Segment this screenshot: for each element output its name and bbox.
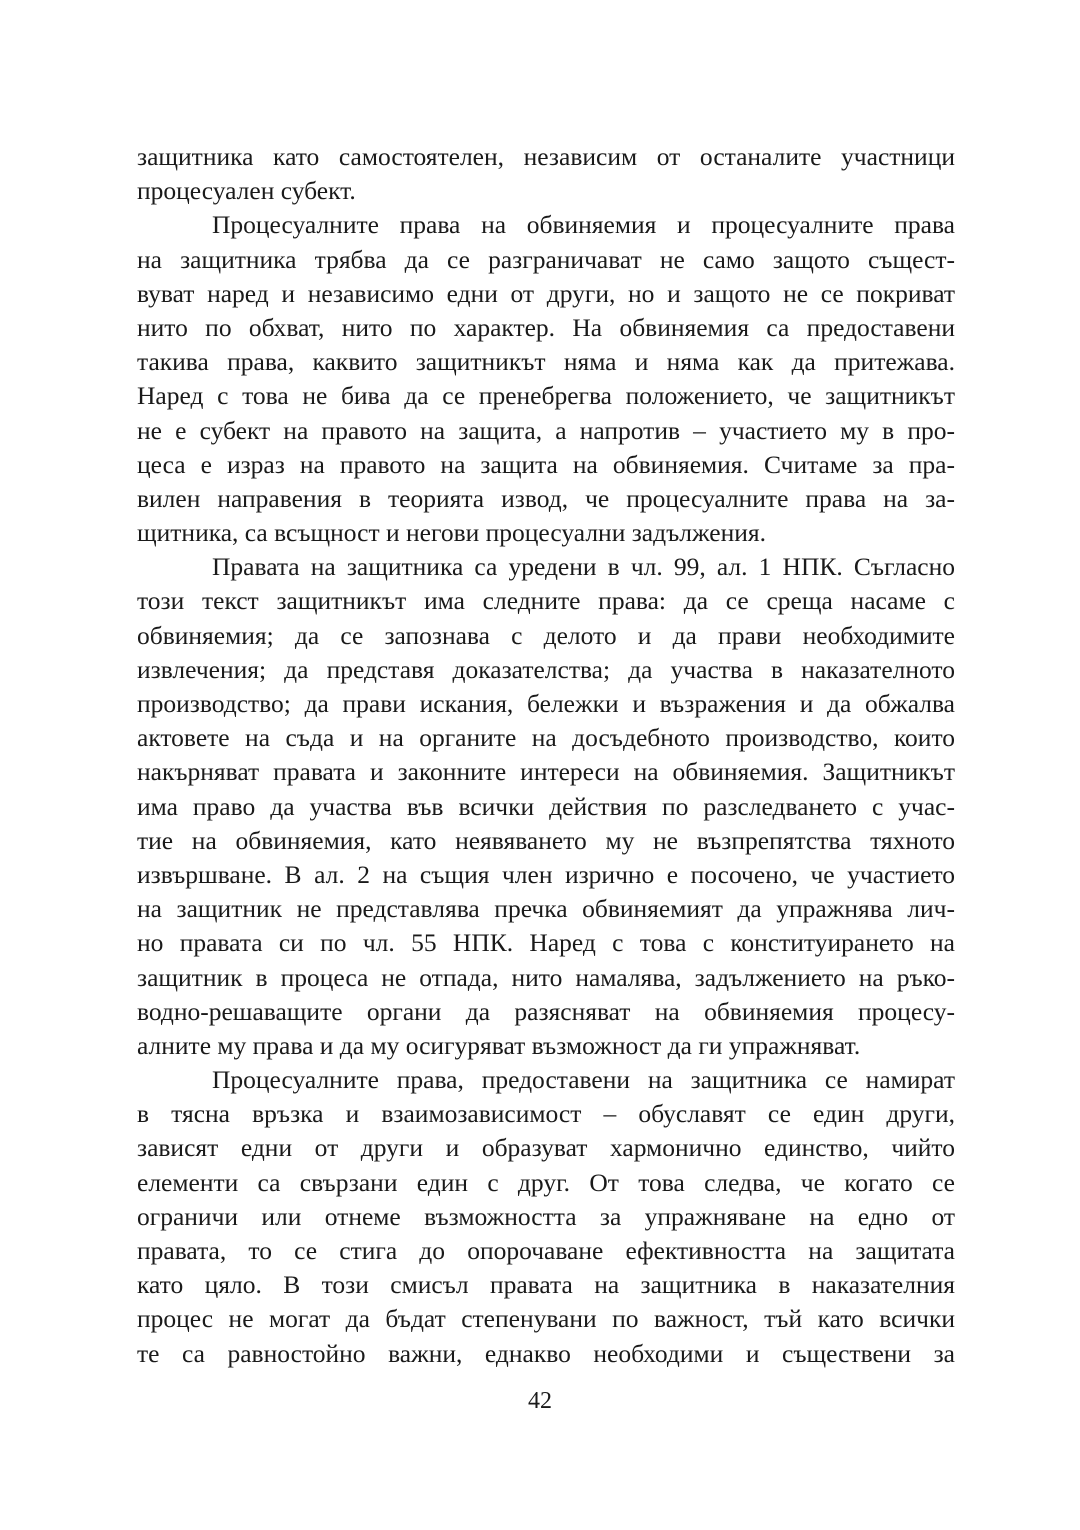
text-line: процесуален субект. — [137, 176, 356, 206]
text-line: алните му права и да му осигуряват възможност да ги упражняват. — [137, 1030, 861, 1060]
text-line: водно-решаващите органи да разясняват на обвиняемия процесу- — [137, 996, 955, 1026]
text-line: такива права, каквито защитникът няма и няма как да притежава. — [137, 347, 955, 377]
text-line: на защитник не представлява пречка обвиняемият да упражнява лич- — [137, 894, 955, 924]
text-line: извършване. В ал. 2 на същия член изрично е посочено, че участието — [137, 859, 955, 889]
text-line: извлечения; да представя доказателства; да участва в наказателното — [137, 654, 955, 684]
text-line: Наред с това не бива да се пренебрегва положението, че защитникът — [137, 381, 955, 411]
text-line: този текст защитникът има следните права: да се среща насаме с — [137, 586, 955, 616]
text-line: тие на обвиняемия, като неявяването му не възпрепятства тяхното — [137, 825, 955, 855]
text-line: те са равностойно важни, еднакво необходими и съществени за — [137, 1338, 955, 1368]
text-line: не е субект на правото на защита, а напротив – участието му в про- — [137, 415, 955, 445]
text-line: накърняват правата и законните интереси на обвиняемия. Защитникът — [137, 757, 955, 787]
text-line: елементи са свързани един с друг. От това следва, че когато се — [137, 1167, 955, 1197]
text-line: защитника като самостоятелен, независим от останалите участници — [137, 142, 955, 171]
paragraph — [137, 1063, 955, 1371]
text-line: цеса е израз на правото на защита на обвиняемия. Считаме за пра- — [137, 449, 955, 479]
text-line: в тясна връзка и взаимозависимост – обуславят се един други, — [137, 1099, 955, 1129]
text-line: вилен направения в теорията извод, че процесуалните права на за- — [137, 483, 955, 513]
text-line: ограничи или отнеме възможността за упражняване на едно от — [137, 1201, 955, 1231]
text-line: обвиняемия; да се запознава с делото и да прави необходимите — [137, 620, 955, 650]
paragraph — [137, 208, 955, 550]
text-line: процес не могат да бъдат степенувани по важност, тъй като всички — [137, 1304, 955, 1334]
page-number: 42 — [528, 1388, 552, 1414]
page-body — [137, 140, 955, 1371]
text-line: Процесуалните права, предоставени на защитника се намират — [212, 1065, 955, 1095]
text-line: но правата си по чл. 55 НПК. Наред с това с конституирането на — [137, 928, 955, 958]
text-line: правата, то се стига до опорочаване ефективността на защитата — [137, 1236, 955, 1265]
text-line: актовете на съда и на органите на досъдебното производство, които — [137, 723, 955, 753]
text-line: нито по обхват, нито по характер. На обвиняемия са предоставени — [137, 312, 955, 342]
paragraph — [137, 140, 955, 208]
text-line: зависят едни от други и образуват хармонично единство, чийто — [137, 1133, 955, 1163]
text-line: на защитника трябва да се разграничават не само защото същест- — [137, 244, 955, 274]
text-line: има право да участва във всички действия по разследването с учас- — [137, 791, 955, 821]
paragraph — [137, 550, 955, 1063]
text-line: вуват наред и независимо едни от други, но и защото не се покриват — [137, 278, 955, 308]
text-line: производство; да прави искания, бележки и възражения и да обжалва — [137, 689, 955, 718]
text-line: Правата на защитника са уредени в чл. 99, ал. 1 НПК. Съгласно — [212, 552, 955, 582]
text-line: защитник в процеса не отпада, нито намалява, задължението на ръко- — [137, 962, 955, 992]
text-line: като цяло. В този смисъл правата на защитника в наказателния — [137, 1270, 955, 1300]
text-line: щитника, са всъщност и негови процесуални задължения. — [137, 518, 766, 548]
text-line: Процесуалните права на обвиняемия и процесуалните права — [212, 210, 955, 240]
